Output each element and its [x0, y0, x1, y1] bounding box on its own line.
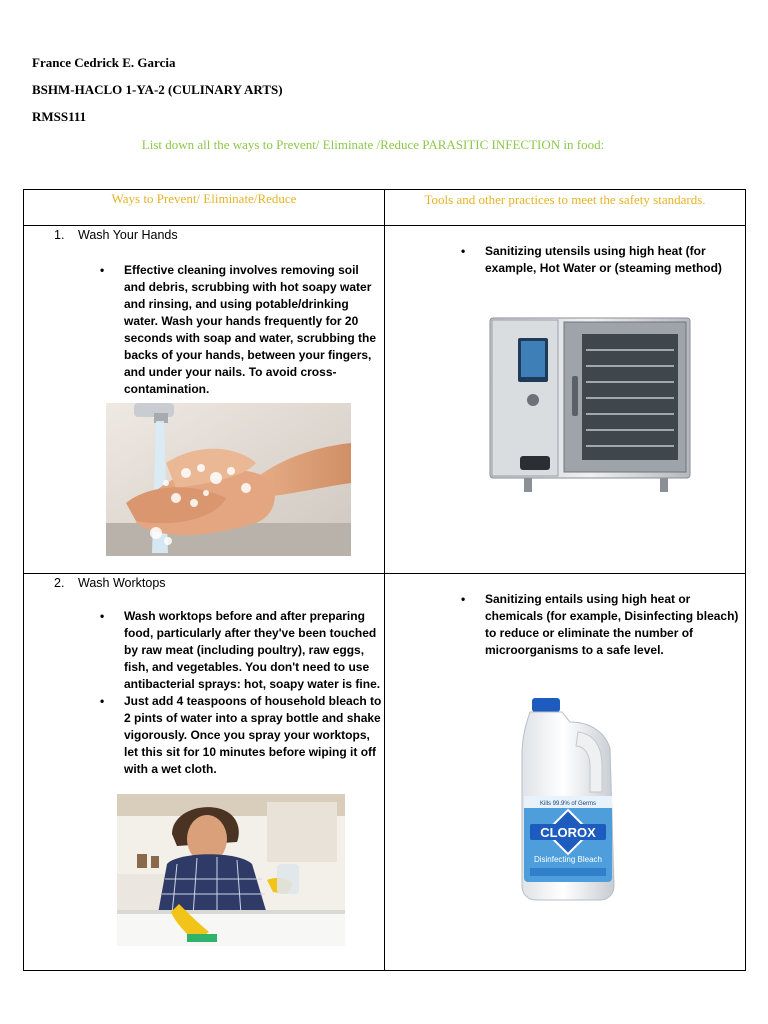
ways-cell — [24, 226, 385, 574]
bleach-bottle-photo — [518, 696, 622, 902]
assignment-prompt: List down all the ways to Prevent/ Eliminate /Reduce PARASITIC INFECTION in food: — [141, 137, 605, 152]
list-item — [100, 608, 382, 693]
row-number: 1. — [54, 228, 65, 242]
bleach-label-text: Disinfecting Bleach — [533, 855, 603, 864]
cleaning-worktop-photo — [117, 794, 345, 946]
row-title — [54, 576, 166, 590]
tools-cell — [385, 574, 746, 971]
tools-list — [461, 243, 743, 277]
bullet-icon: • — [100, 263, 105, 277]
tools-cell — [385, 226, 746, 574]
column-header-tools: Tools and other practices to meet the safety standards. — [385, 190, 746, 226]
list-item — [461, 243, 743, 277]
list-item-text: Sanitizing entails using high heat or chemicals (for example, Disinfecting bleach) to reduce or eliminate the number of microorganisms to a safe level. — [485, 592, 739, 657]
bleach-brand-text: CLOROX — [540, 825, 596, 840]
list-item-text: Sanitizing utensils using high heat (for example, Hot Water or (steaming method) — [485, 244, 722, 275]
tools-list — [461, 591, 743, 659]
row-title-text: Wash Your Hands — [78, 228, 178, 242]
table-row — [24, 226, 746, 574]
list-item-text: Wash worktops before and after preparing food, particularly after they've been touched by raw meat (including poultry), raw eggs, fish, and vegetables. You don't need to use antibacterial sprays: hot, soapy water is fine. — [124, 609, 381, 691]
bleach-small-text: Kills 99.9% of Germs — [539, 801, 597, 807]
table-header-row — [24, 190, 746, 226]
bullet-icon: • — [100, 694, 105, 708]
row-number: 2. — [54, 576, 65, 590]
table-row — [24, 574, 746, 971]
bullet-icon: • — [100, 609, 105, 623]
student-name: France Cedrick E. Garcia — [32, 55, 176, 70]
course-code: RMSS111 — [32, 109, 87, 124]
handwashing-photo — [106, 403, 351, 556]
row-title-text: Wash Worktops — [78, 576, 166, 590]
program-line: BSHM-HACLO 1-YA-2 (CULINARY ARTS) — [32, 82, 283, 97]
ways-cell — [24, 574, 385, 971]
list-item-text: Effective cleaning involves removing soil and debris, scrubbing with hot soapy water and rinsing, and using potable/drinking water. Wash your hands frequently for 20 seconds with soap and water, scrubbing the backs of your hands, between your fingers, and under your nails. To avoid cross-contamination. — [124, 263, 377, 396]
list-item — [100, 262, 382, 398]
row-title — [54, 228, 178, 242]
combi-steamer-oven-photo — [488, 316, 692, 494]
list-item — [461, 591, 743, 659]
bullet-icon: • — [461, 244, 466, 258]
column-header-ways: Ways to Prevent/ Eliminate/Reduce — [24, 190, 385, 226]
list-item — [100, 693, 382, 778]
ways-list — [100, 608, 382, 778]
bullet-icon: • — [461, 592, 466, 606]
list-item-text: Just add 4 teaspoons of household bleach to 2 pints of water into a spray bottle and shake vigorously. Once you spray your worktops, let this sit for 10 minutes before wiping it off with a wet cloth. — [124, 694, 382, 776]
prevention-table — [23, 189, 746, 971]
ways-list — [100, 262, 382, 398]
